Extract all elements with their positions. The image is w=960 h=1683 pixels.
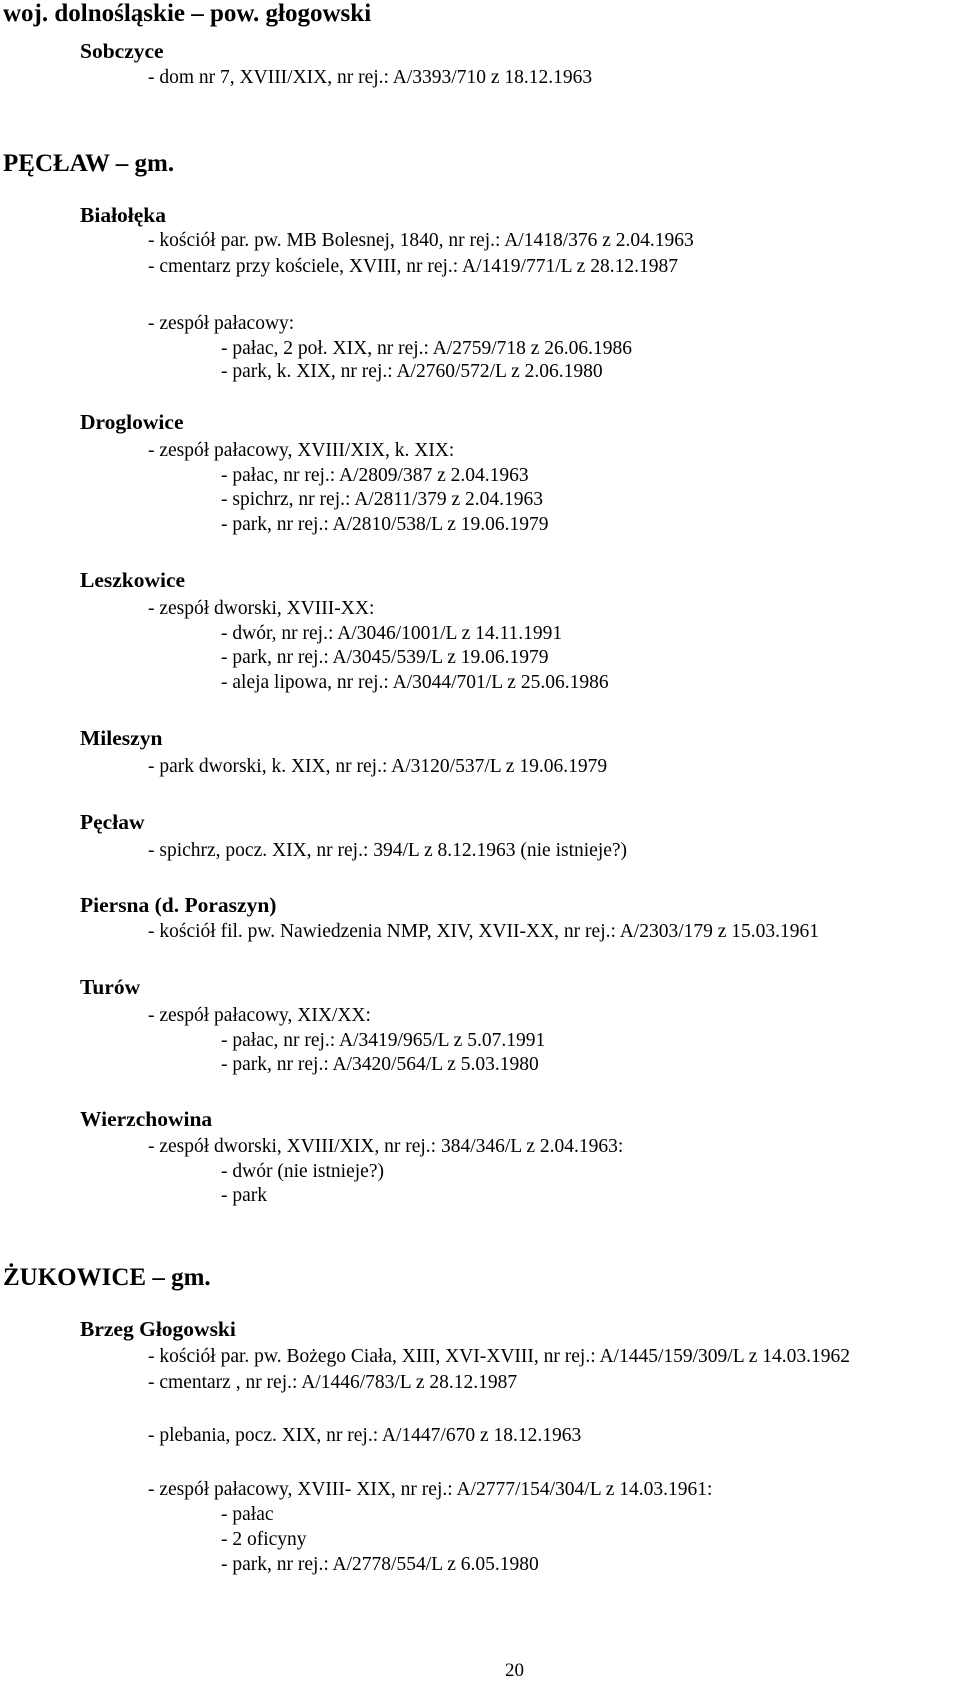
- entry-wierzchowina-1: - zespół dworski, XVIII/XIX, nr rej.: 384/346/L z 2.04.1963:: [148, 1136, 624, 1157]
- locality-sobczyce: Sobczyce: [80, 39, 164, 63]
- entry-bialoleka-4: - pałac, 2 poł. XIX, nr rej.: A/2759/718 z 26.06.1986: [221, 338, 633, 359]
- entry-droglowice-4: - park, nr rej.: A/2810/538/L z 19.06.1979: [221, 514, 549, 535]
- entry-droglowice-3: - spichrz, nr rej.: A/2811/379 z 2.04.1963: [221, 489, 544, 510]
- locality-droglowice: Droglowice: [80, 410, 184, 434]
- entry-bialoleka-3: - zespół pałacowy:: [148, 313, 295, 334]
- entry-brzeg-4: - zespół pałacowy, XVIII- XIX, nr rej.: A/2777/154/304/L z 14.03.1961:: [148, 1479, 713, 1500]
- entry-droglowice-1: - zespół pałacowy, XVIII/XIX, k. XIX:: [148, 440, 455, 461]
- entry-piersna-1: - kościół fil. pw. Nawiedzenia NMP, XIV, XVII-XX, nr rej.: A/2303/179 z 15.03.1961: [148, 921, 820, 942]
- entry-leszkowice-1: - zespół dworski, XVIII-XX:: [148, 598, 375, 619]
- entry-brzeg-6: - 2 oficyny: [221, 1529, 307, 1550]
- locality-leszkowice: Leszkowice: [80, 568, 186, 592]
- page-number: 20: [505, 1660, 524, 1681]
- entry-peclaw-1: - spichrz, pocz. XIX, nr rej.: 394/L z 8.12.1963 (nie istnieje?): [148, 840, 628, 861]
- entry-leszkowice-2: - dwór, nr rej.: A/3046/1001/L z 14.11.1991: [221, 623, 563, 644]
- entry-wierzchowina-2: - dwór (nie istnieje?): [221, 1161, 384, 1182]
- entry-turow-1: - zespół pałacowy, XIX/XX:: [148, 1005, 371, 1026]
- locality-bialoleka: Białołęka: [80, 203, 167, 227]
- entry-bialoleka-1: - kościół par. pw. MB Bolesnej, 1840, nr rej.: A/1418/376 z 2.04.1963: [148, 230, 694, 251]
- locality-piersna: Piersna (d. Poraszyn): [80, 893, 277, 917]
- page-heading: woj. dolnośląskie – pow. głogowski: [3, 0, 372, 27]
- entry-brzeg-7: - park, nr rej.: A/2778/554/L z 6.05.1980: [221, 1554, 539, 1575]
- locality-mileszyn: Mileszyn: [80, 726, 163, 750]
- entry-bialoleka-2: - cmentarz przy kościele, XVIII, nr rej.: A/1419/771/L z 28.12.1987: [148, 256, 678, 277]
- entry-droglowice-2: - pałac, nr rej.: A/2809/387 z 2.04.1963: [221, 465, 529, 486]
- commune-heading-zukowice: ŻUKOWICE – gm.: [3, 1264, 211, 1291]
- locality-brzeg-glogowski: Brzeg Głogowski: [80, 1317, 236, 1341]
- entry-wierzchowina-3: - park: [221, 1185, 268, 1206]
- commune-heading-peclaw: PĘCŁAW – gm.: [3, 150, 175, 177]
- entry-leszkowice-3: - park, nr rej.: A/3045/539/L z 19.06.1979: [221, 647, 549, 668]
- entry-brzeg-1: - kościół par. pw. Bożego Ciała, XIII, XVI-XVIII, nr rej.: A/1445/159/309/L z 14.03.1962: [148, 1346, 851, 1367]
- entry-turow-3: - park, nr rej.: A/3420/564/L z 5.03.1980: [221, 1054, 539, 1075]
- entry-bialoleka-5: - park, k. XIX, nr rej.: A/2760/572/L z 2.06.1980: [221, 361, 603, 382]
- locality-turow: Turów: [80, 975, 141, 999]
- locality-peclaw: Pęcław: [80, 810, 145, 834]
- entry-brzeg-3: - plebania, pocz. XIX, nr rej.: A/1447/670 z 18.12.1963: [148, 1425, 582, 1446]
- entry-leszkowice-4: - aleja lipowa, nr rej.: A/3044/701/L z 25.06.1986: [221, 672, 609, 693]
- entry-mileszyn-1: - park dworski, k. XIX, nr rej.: A/3120/537/L z 19.06.1979: [148, 756, 608, 777]
- locality-wierzchowina: Wierzchowina: [80, 1107, 213, 1131]
- entry-sobczyce-1: - dom nr 7, XVIII/XIX, nr rej.: A/3393/710 z 18.12.1963: [148, 67, 593, 88]
- entry-brzeg-5: - pałac: [221, 1504, 274, 1525]
- entry-turow-2: - pałac, nr rej.: A/3419/965/L z 5.07.1991: [221, 1030, 546, 1051]
- entry-brzeg-2: - cmentarz , nr rej.: A/1446/783/L z 28.12.1987: [148, 1372, 518, 1393]
